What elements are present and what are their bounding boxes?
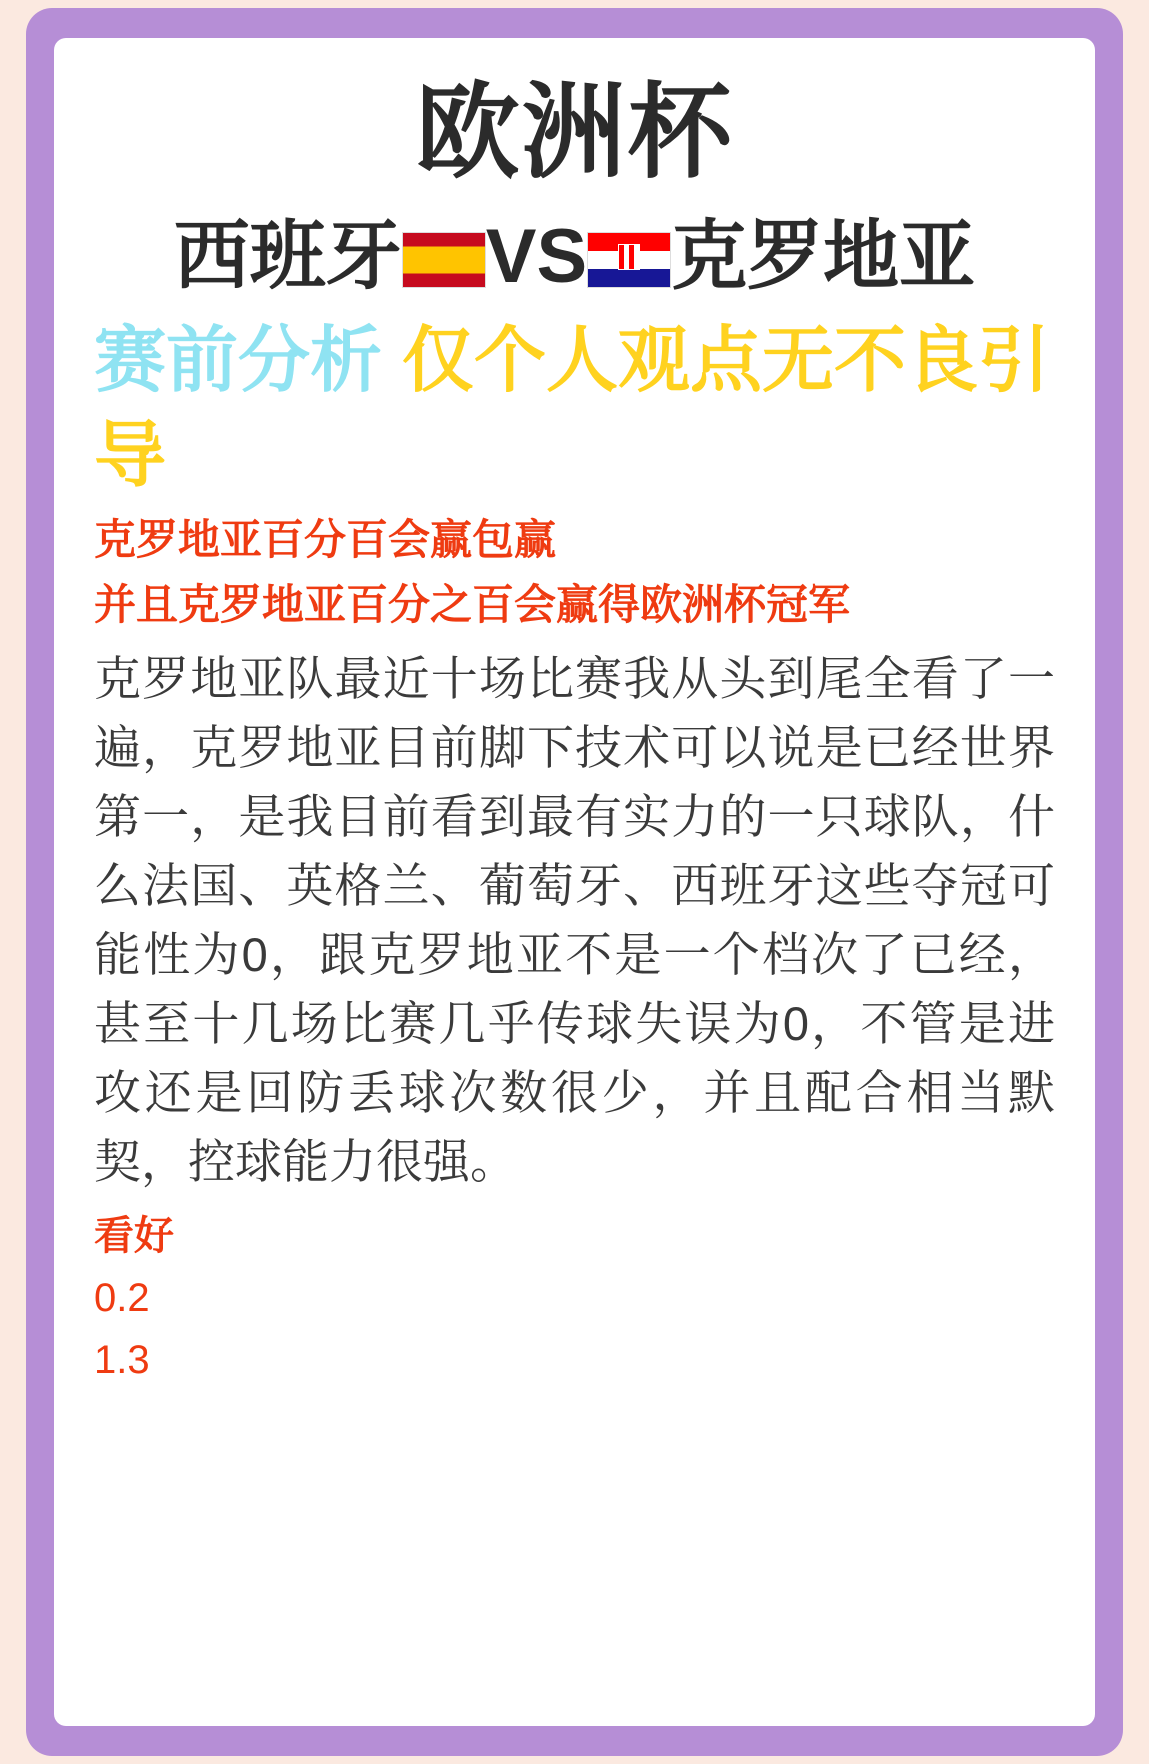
team-right-label: 克罗地亚 bbox=[671, 213, 976, 299]
poster-content bbox=[54, 38, 1095, 1726]
versus-label: VS bbox=[485, 213, 588, 299]
odds-value-2: 1.3 bbox=[94, 1338, 150, 1383]
spain-flag-icon bbox=[402, 232, 486, 288]
claim-line-2: 并且克罗地亚百分之百会赢得欧洲杯冠军 bbox=[94, 580, 851, 628]
matchup-line bbox=[94, 209, 1055, 304]
analysis-body: 克罗地亚队最近十场比赛我从头到尾全看了一遍，克罗地亚目前脚下技术可以说是已经世界第一，是我目前看到最有实力的一只球队，什么法国、英格兰、葡萄牙、西班牙这些夺冠可能性为0，跟克罗地亚不是一个档次了已经， 甚至十几场比赛几乎传球失误为0，不管是进攻还是回防丢球次数很少，并且配合相当默契，控球能力很强。 bbox=[94, 651, 1055, 1189]
pick-label: 看好 bbox=[94, 1214, 174, 1259]
headline-part-disclaimer: 仅个人观点无不良引导 bbox=[94, 320, 1051, 496]
headline bbox=[94, 314, 1055, 504]
page-title: 欧洲杯 bbox=[415, 75, 734, 191]
headline-part-analysis: 赛前分析 bbox=[94, 320, 383, 401]
team-left-label: 西班牙 bbox=[173, 213, 402, 299]
odds-value-1: 0.2 bbox=[94, 1276, 150, 1321]
croatia-flag-icon bbox=[587, 232, 671, 288]
poster-frame bbox=[26, 8, 1123, 1756]
claim-line-1: 克罗地亚百分百会赢包赢 bbox=[94, 515, 557, 563]
